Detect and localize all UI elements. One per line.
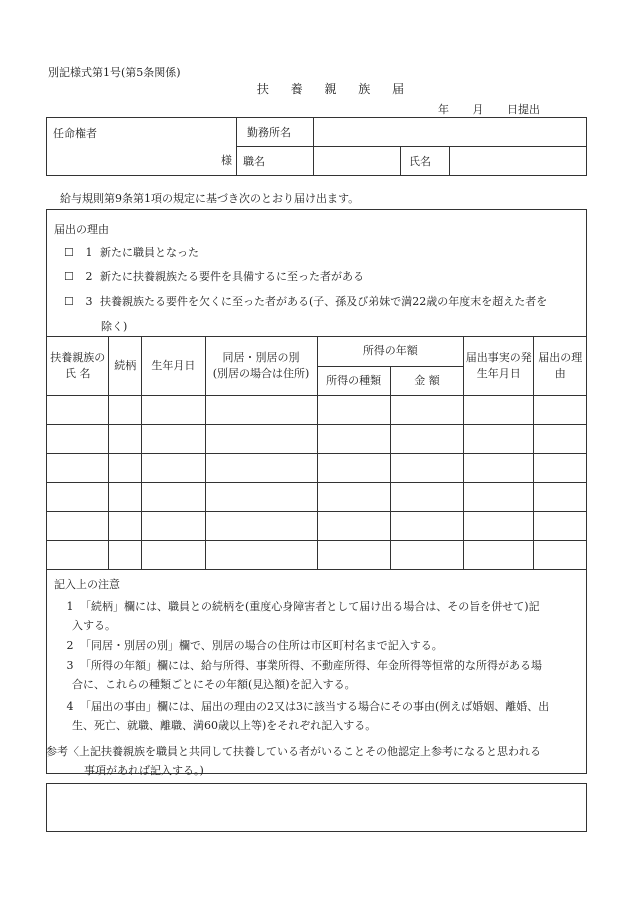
reason-3-continuation: 除く) bbox=[101, 320, 128, 333]
checkbox[interactable]: ☐ bbox=[64, 295, 74, 308]
table-row bbox=[47, 541, 587, 570]
header-cohabitation: 同居・別居の別 (別居の場合は住所) bbox=[205, 337, 317, 396]
header-name: 扶養親族の 氏 名 bbox=[47, 337, 109, 396]
header-table bbox=[46, 117, 587, 176]
header-income-type: 所得の種類 bbox=[317, 366, 390, 396]
submission-date bbox=[438, 101, 554, 117]
position-label: 職名 bbox=[237, 147, 314, 176]
page-title: 扶 養 親 族 届 bbox=[256, 82, 414, 96]
reason-item[interactable]: ☐ 3 扶養親族たる要件を欠くに至った者がある(子、孫及び弟妹で満22歳の年度末を超えた者を bbox=[64, 295, 548, 308]
note-item: 1 「続柄」欄には、職員との続柄を(重度心身障害者として届け出る場合は、その旨を併せて)記 入する。 bbox=[66, 600, 540, 632]
appointer-cell[interactable] bbox=[47, 118, 237, 176]
name-field[interactable] bbox=[450, 147, 587, 176]
header-income-amount: 金 額 bbox=[390, 366, 463, 396]
sama-label: 様 bbox=[221, 154, 232, 167]
note-item: 3 「所得の年額」欄には、給与所得、事業所得、不動産所得、年金所得等恒常的な所得がある場 合に、これらの種類ごとにその年額(見込額)を記入する。 bbox=[66, 659, 542, 691]
reasons-title: 届出の理由 bbox=[54, 223, 109, 236]
workplace-label: 勤務所名 bbox=[237, 118, 314, 147]
form-id: 別記様式第1号(第5条関係) bbox=[48, 66, 181, 79]
header-income: 所得の年額 bbox=[317, 337, 464, 367]
table-row bbox=[47, 425, 587, 454]
table-row bbox=[47, 483, 587, 512]
intro-text: 給与規則第9条第1項の規定に基づき次のとおり届け出ます。 bbox=[60, 192, 360, 205]
note-item: 2 「同居・別居の別」欄で、別居の場合の住所は市区町村名まで記入する。 bbox=[66, 639, 443, 652]
header-date: 届出事実の発生年月日 bbox=[464, 337, 534, 396]
header-relation: 続柄 bbox=[109, 337, 142, 396]
checkbox[interactable]: ☐ bbox=[64, 246, 74, 259]
reference-field[interactable] bbox=[46, 783, 587, 832]
notes-title: 記入上の注意 bbox=[54, 578, 120, 591]
table-row bbox=[47, 512, 587, 541]
header-reason: 届出の理 由 bbox=[534, 337, 587, 396]
date-day: 日提出 bbox=[507, 103, 540, 116]
dependents-table bbox=[46, 336, 587, 570]
note-item: 4 「届出の事由」欄には、届出の理由の2又は3に該当する場合にその事由(例えば婚姻、離婚、出 生、死亡、就職、離職、満60歳以上等)をそれぞれ記入する。 bbox=[66, 700, 550, 732]
reason-item[interactable]: ☐ 2 新たに扶養親族たる要件を具備するに至った者がある bbox=[64, 270, 364, 283]
appointer-label: 任命権者 bbox=[53, 127, 97, 140]
name-label: 氏名 bbox=[401, 147, 450, 176]
reference-text: 参考〈上記扶養親族を職員と共同して扶養している者がいることその他認定上参考になると思われる 事項があれば記入する。) bbox=[46, 745, 541, 777]
header-birth: 生年月日 bbox=[142, 337, 205, 396]
date-year: 年 bbox=[438, 103, 449, 116]
checkbox[interactable]: ☐ bbox=[64, 270, 74, 283]
table-row bbox=[47, 454, 587, 483]
reason-item[interactable]: ☐ 1 新たに職員となった bbox=[64, 246, 199, 259]
workplace-field[interactable] bbox=[314, 118, 587, 147]
date-month: 月 bbox=[472, 103, 484, 116]
position-field[interactable] bbox=[314, 147, 401, 176]
table-row bbox=[47, 396, 587, 425]
